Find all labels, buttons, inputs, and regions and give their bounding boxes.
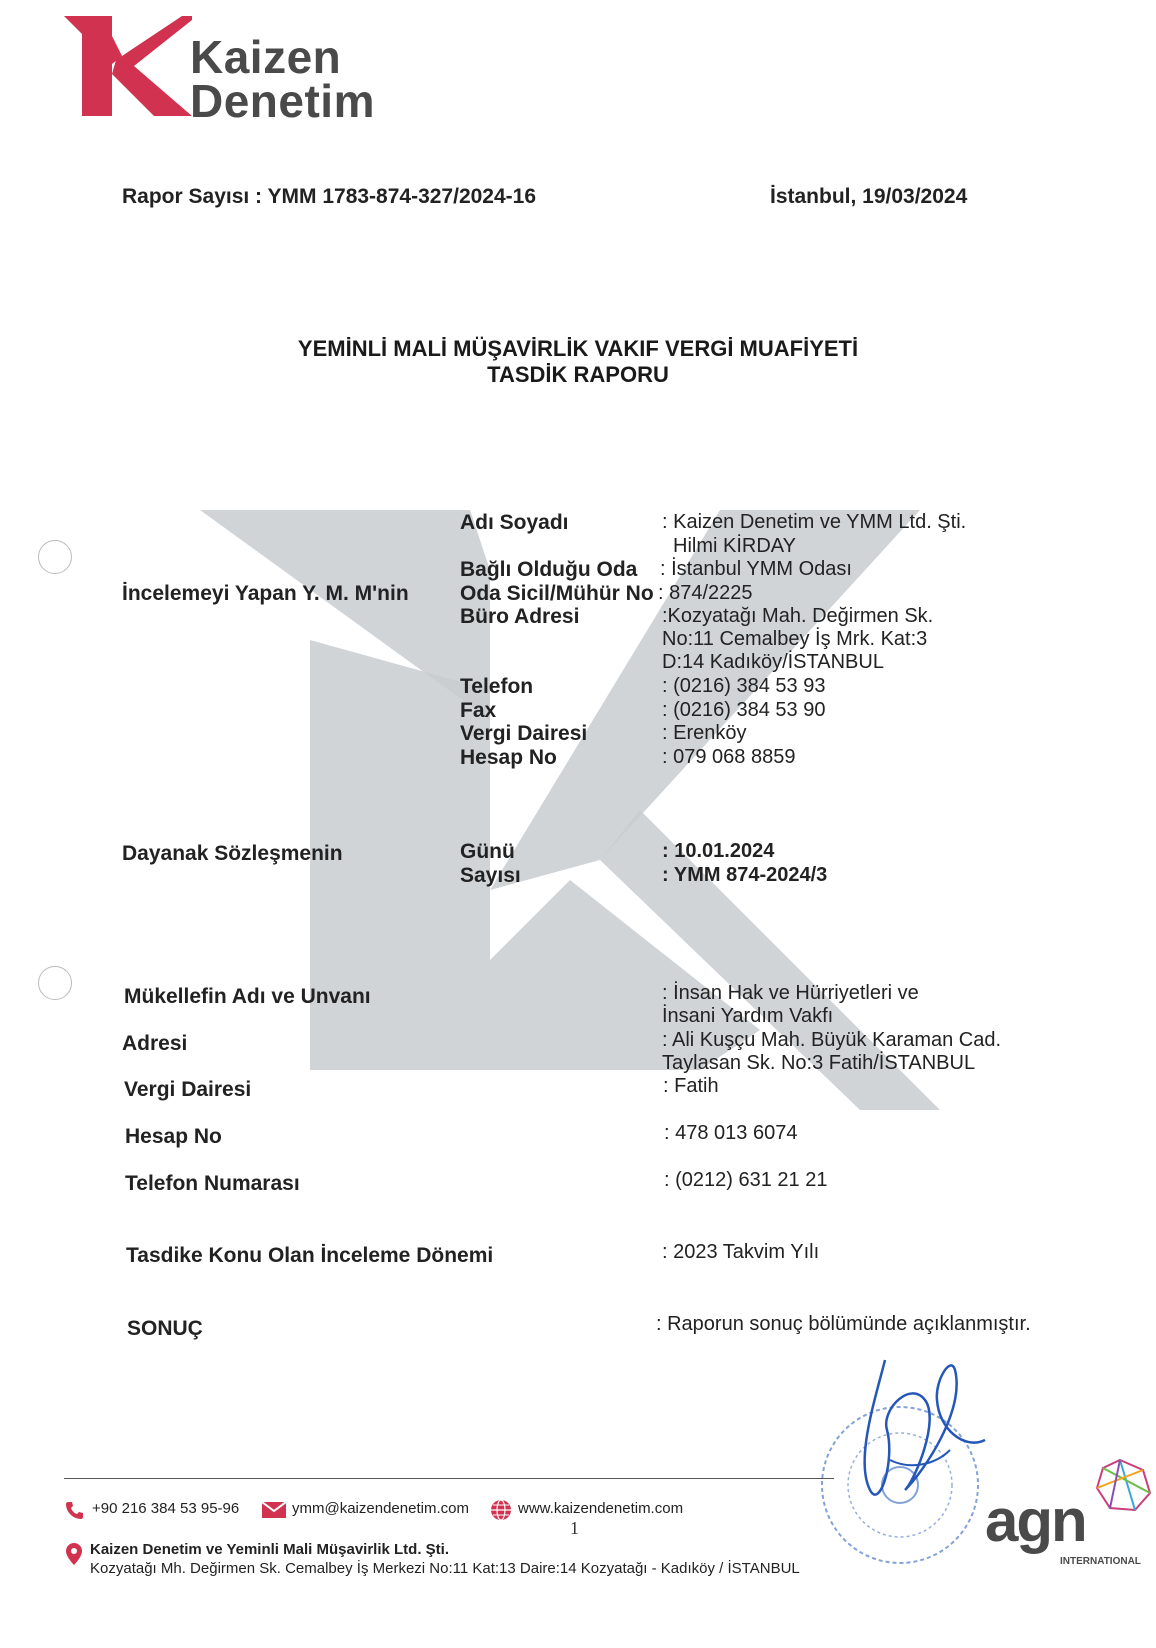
taxpayer-address-value: : Ali Kuşçu Mah. Büyük Karaman Cad. [662, 1029, 1002, 1051]
kaizen-logo-icon [64, 16, 192, 116]
taxpayer-name-value: İnsani Yardım Vakfı [662, 1005, 834, 1027]
phone-value: : (0216) 384 53 93 [662, 675, 826, 697]
taxpayer-address-value: Taylasan Sk. No:3 Fatih/İSTANBUL [662, 1052, 976, 1074]
period-label: Tasdike Konu Olan İnceleme Dönemi [126, 1244, 494, 1267]
contract-number-label: Sayısı [460, 864, 521, 887]
place-date: İstanbul, 19/03/2024 [770, 185, 968, 208]
account-label: Hesap No [460, 746, 557, 769]
footer-company-address: Kozyatağı Mh. Değirmen Sk. Cemalbey İş Merkezi No:11 Kat:13 Daire:14 Kozyatağı - Kadıköy / İSTANBUL [90, 1560, 800, 1577]
account-value: : 079 068 8859 [662, 746, 796, 768]
fax-value: : (0216) 384 53 90 [662, 699, 826, 721]
fax-label: Fax [460, 699, 497, 722]
office-address-value: D:14 Kadıköy/İSTANBUL [662, 651, 884, 673]
taxpayer-account-value: : 478 013 6074 [664, 1122, 798, 1144]
office-address-value: No:11 Cemalbey İş Mrk. Kat:3 [662, 628, 928, 650]
scan-mark [38, 540, 72, 574]
agn-logo-subtext: INTERNATIONAL [1060, 1556, 1141, 1567]
logo-word-kaizen: Kaizen [190, 31, 342, 83]
phone-icon [64, 1500, 84, 1520]
taxpayer-phone-value: : (0212) 631 21 21 [664, 1169, 828, 1191]
chamber-label: Bağlı Olduğu Oda [460, 558, 638, 581]
contract-date-label: Günü [460, 840, 515, 863]
logo-word-denetim: Denetim [190, 75, 375, 127]
chamber-value: : İstanbul YMM Odası [660, 558, 852, 580]
auditor-name-value: : Kaizen Denetim ve YMM Ltd. Şti. [662, 511, 967, 533]
footer-company-name: Kaizen Denetim ve Yeminli Mali Müşavirlik Ltd. Şti. [90, 1541, 449, 1558]
document-title-line1: YEMİNLİ MALİ MÜŞAVİRLİK VAKIF VERGİ MUAFİYETİ [297, 336, 859, 361]
location-pin-icon [66, 1543, 82, 1565]
taxpayer-address-label: Adresi [122, 1032, 188, 1055]
contract-number-value: : YMM 874-2024/3 [662, 864, 828, 886]
registry-value: : 874/2225 [658, 582, 753, 604]
document-title-line2: TASDİK RAPORU [487, 362, 669, 387]
tax-office-label: Vergi Dairesi [460, 722, 588, 745]
footer-divider [64, 1478, 834, 1479]
taxpayer-phone-label: Telefon Numarası [125, 1172, 300, 1195]
taxpayer-tax-office-label: Vergi Dairesi [124, 1078, 252, 1101]
footer-phone: +90 216 384 53 95-96 [92, 1500, 240, 1517]
footer-email[interactable]: ymm@kaizendenetim.com [292, 1500, 469, 1517]
office-address-value: :Kozyatağı Mah. Değirmen Sk. [662, 605, 934, 627]
taxpayer-name-label: Mükellefin Adı ve Unvanı [124, 985, 371, 1008]
taxpayer-account-label: Hesap No [125, 1125, 222, 1148]
globe-icon [490, 1499, 512, 1521]
tax-office-value: : Erenköy [662, 722, 747, 744]
report-number: Rapor Sayısı : YMM 1783-874-327/2024-16 [122, 185, 537, 208]
taxpayer-tax-office-value: : Fatih [663, 1075, 719, 1097]
scan-mark [38, 966, 72, 1000]
auditor-name-value: Hilmi KİRDAY [673, 535, 796, 557]
mail-icon [262, 1502, 286, 1518]
period-value: : 2023 Takvim Yılı [662, 1241, 820, 1263]
result-label: SONUÇ [127, 1317, 203, 1340]
contract-section-label: Dayanak Sözleşmenin [122, 842, 343, 865]
contract-date-value: : 10.01.2024 [662, 840, 775, 862]
auditor-section-label: İncelemeyi Yapan Y. M. M'nin [122, 582, 409, 605]
office-address-label: Büro Adresi [460, 605, 580, 628]
taxpayer-name-value: : İnsan Hak ve Hürriyetleri ve [662, 982, 919, 1004]
phone-label: Telefon [460, 675, 534, 698]
footer-website[interactable]: www.kaizendenetim.com [518, 1500, 684, 1517]
result-value: : Raporun sonuç bölümünde açıklanmıştır. [656, 1313, 1031, 1335]
agn-logo-text: agn [985, 1487, 1086, 1554]
registry-label: Oda Sicil/Mühür No [460, 582, 654, 605]
auditor-name-label: Adı Soyadı [460, 511, 569, 534]
page-number: 1 [570, 1518, 579, 1538]
